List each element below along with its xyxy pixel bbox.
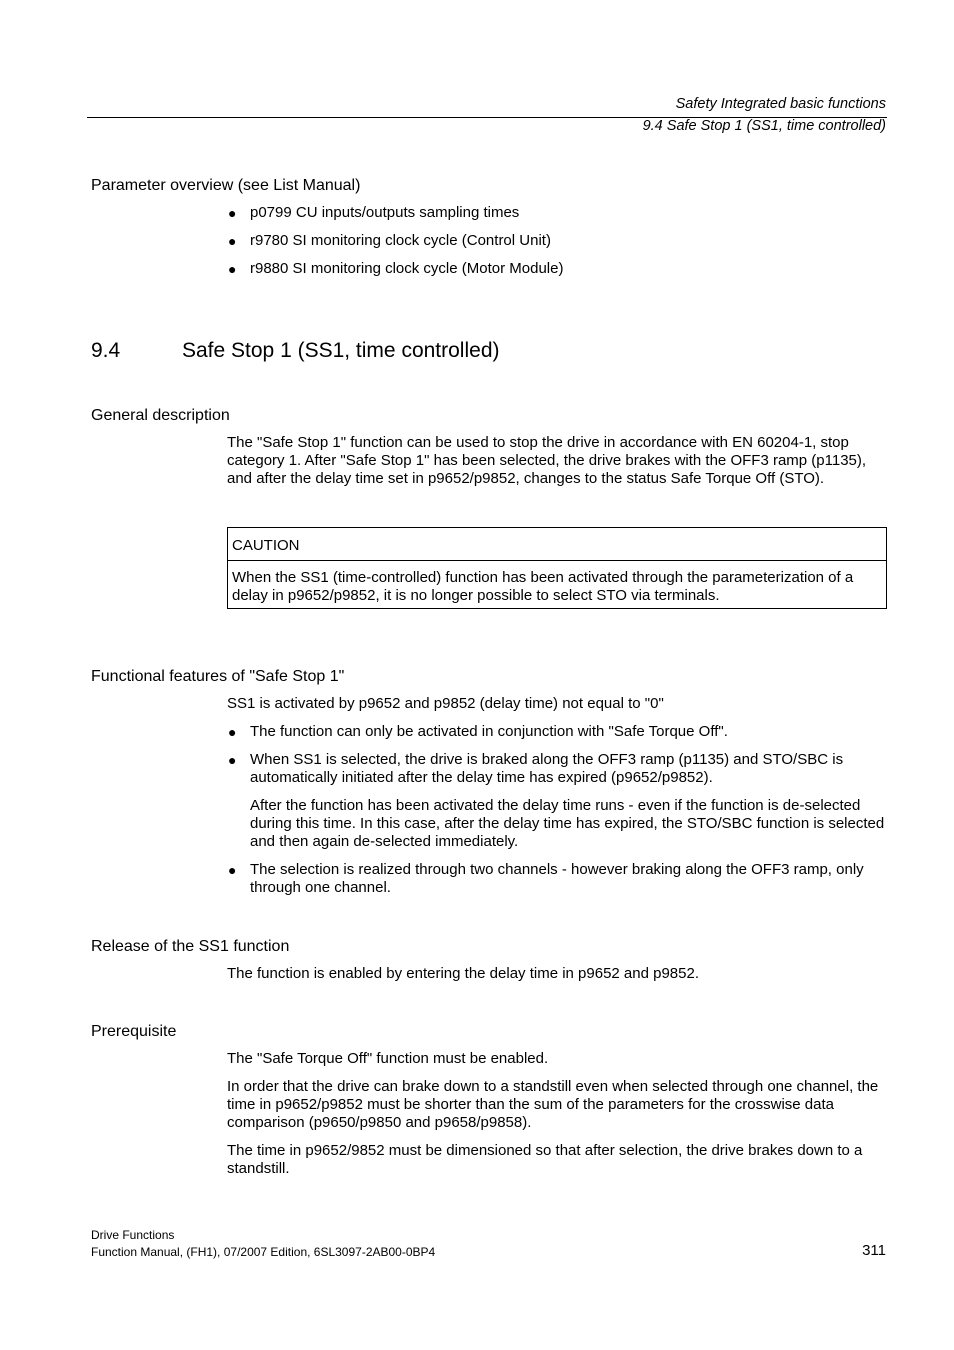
features-intro: SS1 is activated by p9652 and p9852 (delay time) not equal to "0"	[227, 695, 664, 712]
features-sub-paragraph: After the function has been activated the delay time runs - even if the function is de-selected during this time. In this case, after the delay time has expired, the STO/SBC function is selected and then again de-selected immediately.	[250, 797, 885, 850]
list-item: ● r9880 SI monitoring clock cycle (Motor Module)	[228, 260, 564, 277]
list-item: ● The selection is realized through two channels - however braking along the OFF3 ramp, only through one channel.	[228, 861, 864, 896]
release-heading: Release of the SS1 function	[91, 938, 290, 955]
caution-box	[227, 527, 887, 609]
general-description-heading: General description	[91, 407, 230, 424]
list-item: ● When SS1 is selected, the drive is braked along the OFF3 ramp (p1135) and STO/SBC is automatically initiated after the delay time has expired (p9652/p9852). After the function has been activated the delay time runs - even if the function is de-selected during this time. In this case, after the delay time has expired, the STO/SBC function is selected and then again de-selected immediately.	[227, 751, 887, 851]
bullet-icon: ●	[228, 205, 237, 221]
prerequisite-para-2: In order that the drive can brake down to a standstill even when selected through one channel, the time in p9652/p9852 must be shorter than the sum of the parameters for the crosswise data comparison (p9650/p9850 and p9658/p9858).	[227, 1078, 879, 1131]
prerequisite-heading: Prerequisite	[91, 1023, 177, 1040]
list-item: ● r9780 SI monitoring clock cycle (Control Unit)	[228, 232, 551, 249]
footer-edition: Function Manual, (FH1), 07/2007 Edition, 6SL3097-2AB00-0BP4	[91, 1245, 436, 1259]
footer-title: Drive Functions	[91, 1228, 175, 1242]
param-overview-heading: Parameter overview (see List Manual)	[91, 177, 361, 194]
param-overview-list	[227, 204, 887, 288]
list-item: ● p0799 CU inputs/outputs sampling times	[228, 204, 520, 221]
release-text: The function is enabled by entering the delay time in p9652 and p9852.	[227, 965, 700, 982]
section-title: Safe Stop 1 (SS1, time controlled)	[182, 339, 500, 362]
running-header-section: 9.4 Safe Stop 1 (SS1, time controlled)	[642, 118, 886, 134]
features-heading: Functional features of "Safe Stop 1"	[91, 668, 345, 685]
bullet-icon: ●	[228, 752, 237, 768]
general-description-text: The "Safe Stop 1" function can be used to stop the drive in accordance with EN 60204-1, stop category 1. After "Safe Stop 1" has been selected, the drive brakes with the OFF3 ramp (p1135), and after the delay time set in p9652/p9852, changes to the status Safe Torque Off (STO).	[227, 434, 867, 487]
caution-text: When the SS1 (time-controlled) function has been activated through the parameterization of a delay in p9652/p9852, it is no longer possible to select STO via terminals.	[232, 569, 854, 604]
bullet-icon: ●	[228, 233, 237, 249]
page-number: 311	[862, 1242, 886, 1259]
list-item: ● The function can only be activated in conjunction with "Safe Torque Off".	[228, 723, 728, 740]
running-header-chapter: Safety Integrated basic functions	[675, 96, 886, 112]
bullet-icon: ●	[228, 261, 237, 277]
bullet-icon: ●	[228, 724, 237, 740]
features-list	[227, 723, 887, 907]
prerequisite-para-1: The "Safe Torque Off" function must be enabled.	[227, 1050, 549, 1067]
caution-label: CAUTION	[228, 528, 886, 561]
bullet-icon: ●	[228, 862, 237, 878]
section-number: 9.4	[91, 339, 121, 362]
prerequisite-para-3: The time in p9652/9852 must be dimensioned so that after selection, the drive brakes down to a standstill.	[227, 1142, 863, 1177]
